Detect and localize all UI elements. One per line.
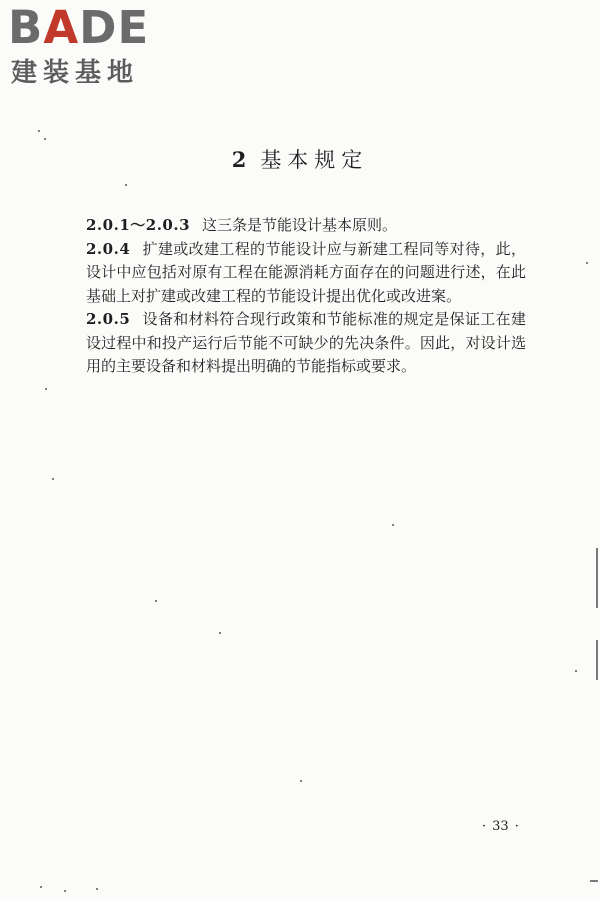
scan-edge-mark	[596, 640, 598, 680]
scan-speck	[125, 184, 127, 186]
clause-text: 这三条是节能设计基本原则。	[202, 216, 398, 234]
bade-logo	[8, 1, 178, 90]
scan-speck	[392, 524, 394, 526]
clause-number: 2.0.1～2.0.3	[86, 216, 191, 234]
page-number-dot-left: ·	[482, 819, 487, 834]
scan-speck	[45, 388, 47, 390]
clause-2-0-5	[86, 308, 526, 379]
page-number-dot-right: ·	[514, 819, 519, 834]
clause-number: 2.0.4	[86, 239, 131, 258]
scan-speck	[96, 888, 98, 890]
scan-speck	[40, 886, 42, 888]
logo-letter-b: B	[8, 1, 44, 54]
scan-speck	[575, 670, 577, 672]
logo-wordmark	[8, 1, 150, 54]
page-number-value: 33	[492, 819, 509, 834]
clause-text: 设备和材料符合现行政策和节能标准的规定是保证工在建设过程中和投产运行后节能不可缺少的先决条件。因此，对设计选用的主要设备和材料提出明确的节能指标或要求。	[86, 310, 526, 375]
chapter-number: 2	[231, 147, 253, 172]
clause-2-0-4	[86, 238, 526, 309]
logo-letters-de: DE	[79, 1, 150, 54]
clause-2-0-1	[86, 214, 526, 238]
scan-speck	[219, 632, 221, 634]
scan-speck	[586, 262, 588, 264]
logo-subtitle: 建装基地	[11, 58, 140, 88]
scan-speck	[38, 130, 40, 132]
logo-letter-a: A	[43, 1, 80, 54]
scan-edge-mark	[590, 880, 598, 882]
scan-speck	[44, 138, 46, 140]
chapter-title: 基本规定	[260, 148, 369, 172]
clause-text: 扩建或改建工程的节能设计应与新建工程同等对待，此，设计中应包括对原有工程在能源消耗方面存在的问题进行述，在此基础上对扩建或改建工程的节能设计提出优化或改进案。	[86, 239, 526, 305]
page-number	[476, 818, 525, 836]
clause-number: 2.0.5	[86, 310, 131, 328]
scan-speck	[64, 890, 66, 892]
scan-speck	[300, 780, 302, 782]
scan-edge-mark	[596, 548, 598, 608]
chapter-heading	[0, 146, 600, 174]
scan-speck	[155, 600, 157, 602]
clause-list	[86, 214, 526, 379]
scan-speck	[52, 478, 54, 480]
